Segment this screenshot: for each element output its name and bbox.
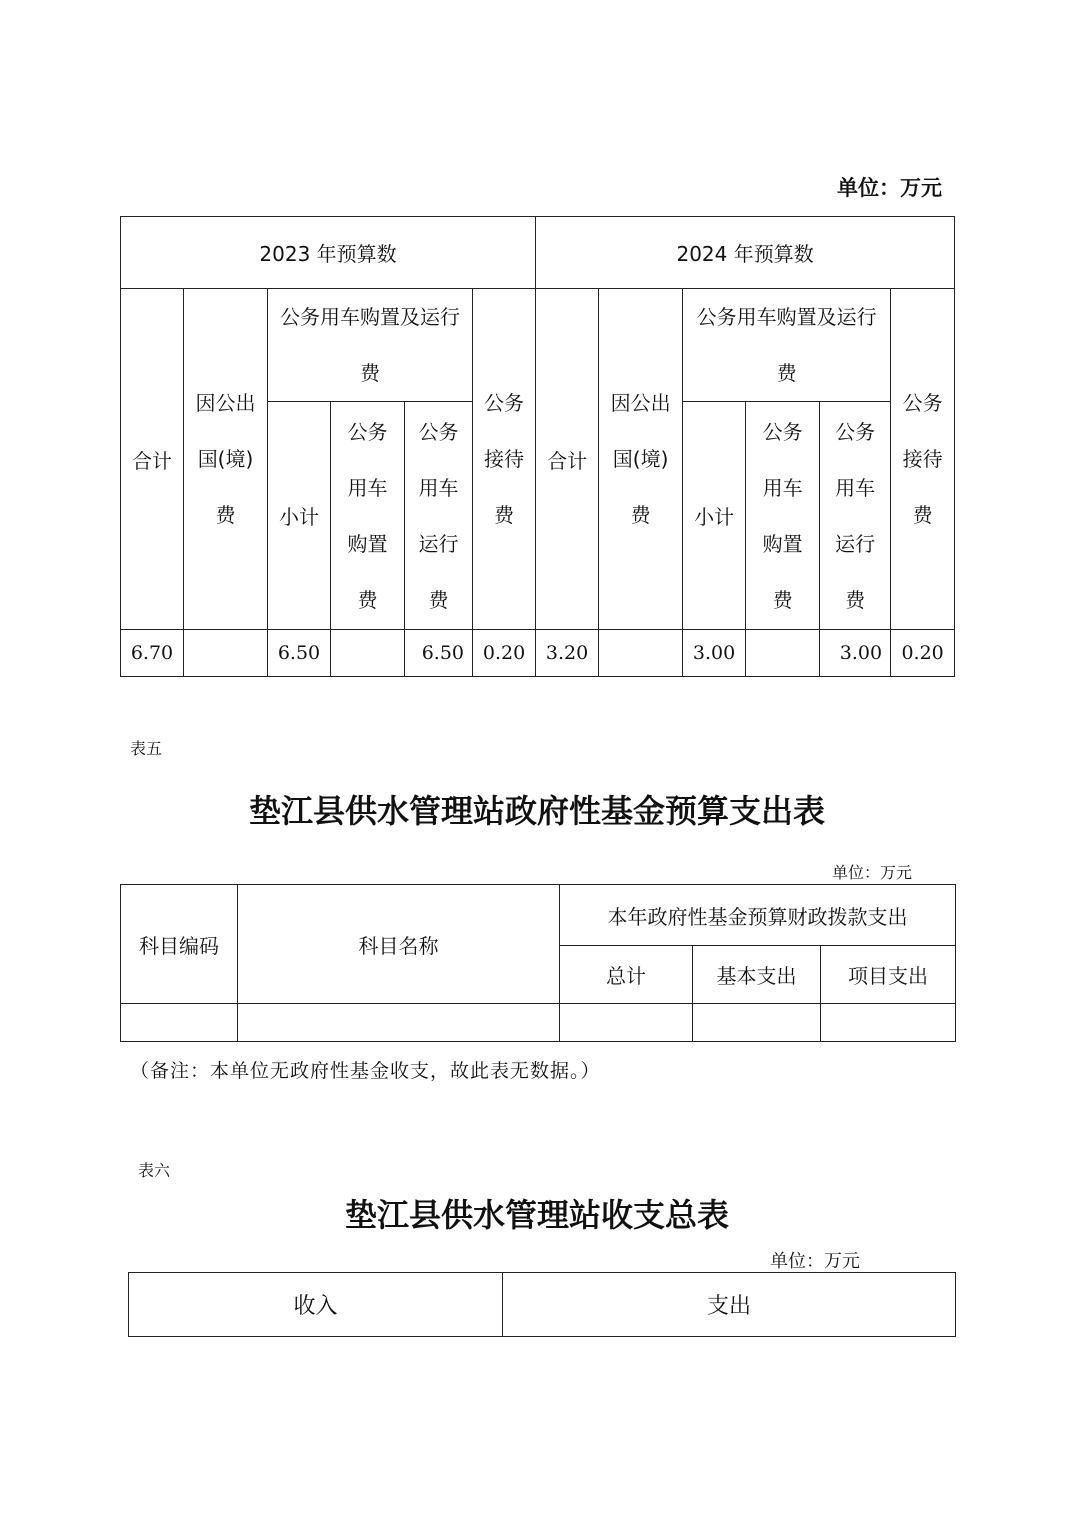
value-total-2024: 3.20 — [536, 630, 599, 677]
table5-title: 垫江县供水管理站政府性基金预算支出表 — [248, 792, 825, 830]
table5-unit: 单位：万元 — [831, 863, 912, 882]
table6-label: 表六 — [138, 1161, 171, 1180]
value-subtotal-2023: 6.50 — [268, 630, 331, 677]
header-abroad-fee-2023: 因公出国(境)费 — [184, 289, 268, 630]
value-reception-2024: 0.20 — [891, 630, 955, 677]
header-vehicle-purchase-2024: 公务用车购置费 — [746, 402, 820, 630]
header-basic-expense: 基本支出 — [693, 946, 821, 1004]
table4-unit: 单位：万元 — [837, 175, 942, 200]
empty-cell — [121, 1004, 238, 1042]
value-reception-2023: 0.20 — [473, 630, 536, 677]
empty-cell — [238, 1004, 560, 1042]
header-fund-expense-group: 本年政府性基金预算财政拨款支出 — [560, 885, 956, 946]
header-subtotal-2023: 小计 — [268, 402, 331, 630]
three-public-expense-table — [120, 216, 955, 677]
value-total-2023: 6.70 — [121, 630, 184, 677]
empty-cell — [821, 1004, 956, 1042]
value-operation-2023: 6.50 — [405, 630, 473, 677]
header-grand-total: 总计 — [560, 946, 693, 1004]
header-total-2023: 合计 — [121, 289, 184, 630]
income-expense-summary-table — [128, 1272, 956, 1337]
header-vehicle-operation-2023: 公务用车运行费 — [405, 402, 473, 630]
header-vehicle-operation-2024: 公务用车运行费 — [820, 402, 891, 630]
table5-note: （备注：本单位无政府性基金收支，故此表无数据。） — [130, 1060, 601, 1082]
header-subject-name: 科目名称 — [238, 885, 560, 1004]
table6-title: 垫江县供水管理站收支总表 — [344, 1196, 729, 1234]
header-total-2024: 合计 — [536, 289, 599, 630]
year-2024-header: 2024 年预算数 — [536, 217, 955, 289]
header-income: 收入 — [129, 1273, 503, 1337]
header-reception-2023: 公务接待费 — [473, 289, 536, 630]
header-subtotal-2024: 小计 — [683, 402, 746, 630]
header-abroad-fee-2024: 因公出国(境)费 — [599, 289, 683, 630]
year-2023-header: 2023 年预算数 — [121, 217, 536, 289]
table6-unit: 单位：万元 — [770, 1251, 860, 1272]
header-vehicle-group-2024: 公务用车购置及运行费 — [683, 289, 891, 402]
header-subject-code: 科目编码 — [121, 885, 238, 1004]
value-abroad-2023 — [184, 630, 268, 677]
empty-cell — [560, 1004, 693, 1042]
header-project-expense: 项目支出 — [821, 946, 956, 1004]
header-vehicle-group-2023: 公务用车购置及运行费 — [268, 289, 473, 402]
value-subtotal-2024: 3.00 — [683, 630, 746, 677]
value-purchase-2024 — [746, 630, 820, 677]
value-purchase-2023 — [331, 630, 405, 677]
header-reception-2024: 公务接待费 — [891, 289, 955, 630]
header-vehicle-purchase-2023: 公务用车购置费 — [331, 402, 405, 630]
value-abroad-2024 — [599, 630, 683, 677]
empty-cell — [693, 1004, 821, 1042]
header-expense: 支出 — [503, 1273, 956, 1337]
government-fund-expense-table — [120, 884, 956, 1042]
table5-label: 表五 — [130, 739, 163, 758]
value-operation-2024: 3.00 — [820, 630, 891, 677]
